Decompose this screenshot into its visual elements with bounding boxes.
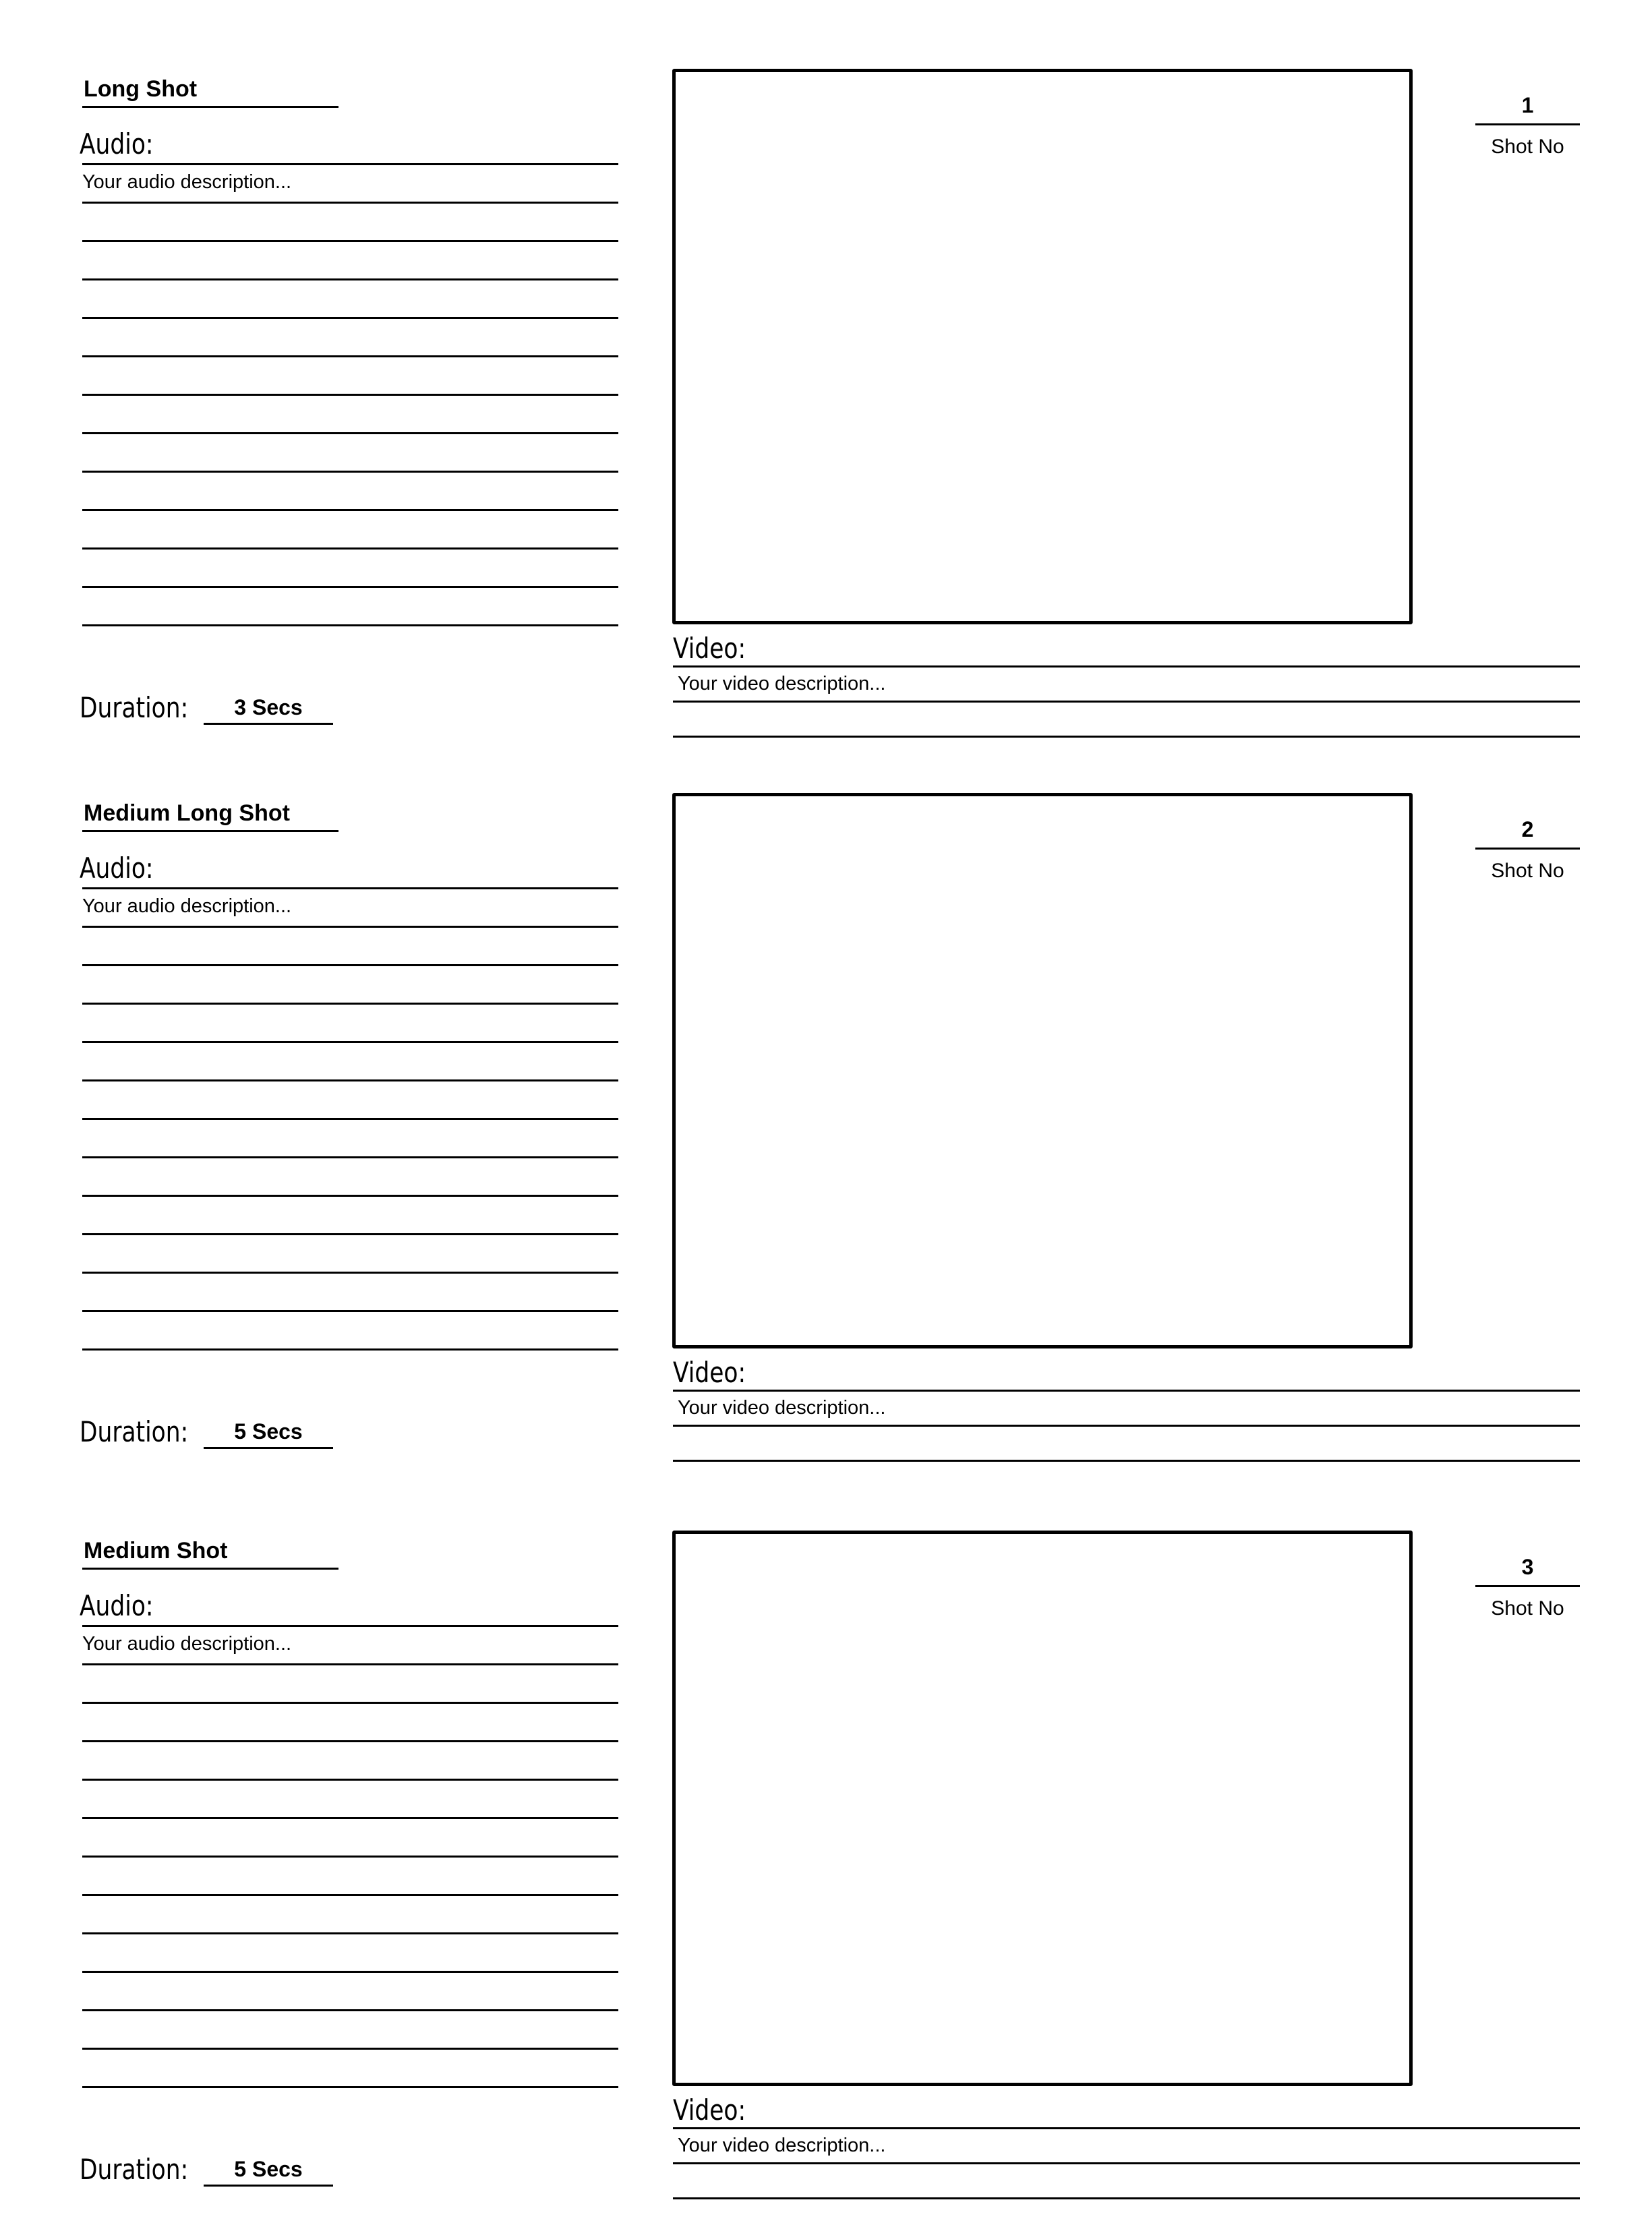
shot-no-label: Shot No (1491, 860, 1564, 882)
video-rule (673, 2197, 1580, 2199)
audio-rule (82, 586, 618, 588)
video-description[interactable]: Your video description... (678, 2135, 886, 2156)
shot-frame[interactable] (672, 1531, 1413, 2086)
audio-rule (82, 1932, 618, 1934)
audio-rule (82, 1856, 618, 1858)
video-rule (673, 665, 1580, 668)
audio-rule (82, 2086, 618, 2088)
shot-number-field[interactable]: 3 (1475, 1551, 1580, 1587)
audio-rule (82, 1272, 618, 1274)
audio-rule (82, 547, 618, 550)
shot-no-label: Shot No (1491, 1597, 1564, 1620)
shot-panel (0, 1462, 1652, 2197)
audio-rule (82, 1079, 618, 1081)
audio-rule (82, 163, 618, 165)
shot-panel (0, 0, 1652, 735)
shot-no-label: Shot No (1491, 136, 1564, 158)
audio-rule (82, 1003, 618, 1005)
audio-rule (82, 278, 618, 280)
video-rule (673, 1390, 1580, 1392)
audio-rule (82, 202, 618, 204)
audio-rule (82, 1702, 618, 1704)
duration-label: Duration: (80, 2153, 189, 2186)
audio-description[interactable]: Your audio description... (82, 895, 292, 917)
video-label: Video: (673, 1356, 746, 1389)
video-rule (673, 2127, 1580, 2129)
audio-rule (82, 1233, 618, 1235)
audio-rule (82, 1041, 618, 1043)
audio-rule (82, 1894, 618, 1896)
audio-rule (82, 964, 618, 966)
audio-rule (82, 394, 618, 396)
audio-rule (82, 2048, 618, 2050)
audio-rule (82, 1195, 618, 1197)
audio-rule (82, 1663, 618, 1665)
audio-rule (82, 887, 618, 889)
video-description[interactable]: Your video description... (678, 1397, 886, 1419)
audio-rule (82, 1971, 618, 1973)
shot-type-field[interactable]: Medium Long Shot (82, 798, 338, 832)
audio-rule (82, 1625, 618, 1627)
video-rule (673, 1425, 1580, 1427)
audio-rule (82, 355, 618, 357)
audio-rule (82, 1817, 618, 1819)
shot-type-field[interactable]: Long Shot (82, 74, 338, 108)
video-description[interactable]: Your video description... (678, 673, 886, 694)
audio-rule (82, 1779, 618, 1781)
audio-label: Audio: (80, 852, 154, 885)
audio-rule (82, 317, 618, 319)
audio-rule (82, 240, 618, 242)
video-rule (673, 701, 1580, 703)
audio-rule (82, 1156, 618, 1158)
shot-number-field[interactable]: 2 (1475, 813, 1580, 850)
duration-field[interactable]: 3 Secs (204, 691, 333, 725)
video-rule (673, 2162, 1580, 2164)
audio-rule (82, 432, 618, 434)
video-label: Video: (673, 632, 746, 665)
audio-rule (82, 1310, 618, 1312)
audio-rule (82, 1740, 618, 1742)
duration-field[interactable]: 5 Secs (204, 2153, 333, 2187)
duration-field[interactable]: 5 Secs (204, 1415, 333, 1449)
audio-label: Audio: (80, 127, 154, 160)
shot-frame[interactable] (672, 69, 1413, 624)
audio-rule (82, 1348, 618, 1351)
shot-number-field[interactable]: 1 (1475, 89, 1580, 125)
shot-frame[interactable] (672, 793, 1413, 1348)
audio-rule (82, 2009, 618, 2011)
audio-rule (82, 471, 618, 473)
shot-type-field[interactable]: Medium Shot (82, 1536, 338, 1570)
audio-rule (82, 509, 618, 511)
duration-label: Duration: (80, 691, 189, 724)
audio-rule (82, 1118, 618, 1120)
audio-rule (82, 624, 618, 626)
audio-label: Audio: (80, 1589, 154, 1622)
video-label: Video: (673, 2094, 746, 2127)
shot-panel (0, 724, 1652, 1459)
audio-rule (82, 926, 618, 928)
duration-label: Duration: (80, 1415, 189, 1448)
audio-description[interactable]: Your audio description... (82, 1633, 292, 1655)
audio-description[interactable]: Your audio description... (82, 171, 292, 193)
